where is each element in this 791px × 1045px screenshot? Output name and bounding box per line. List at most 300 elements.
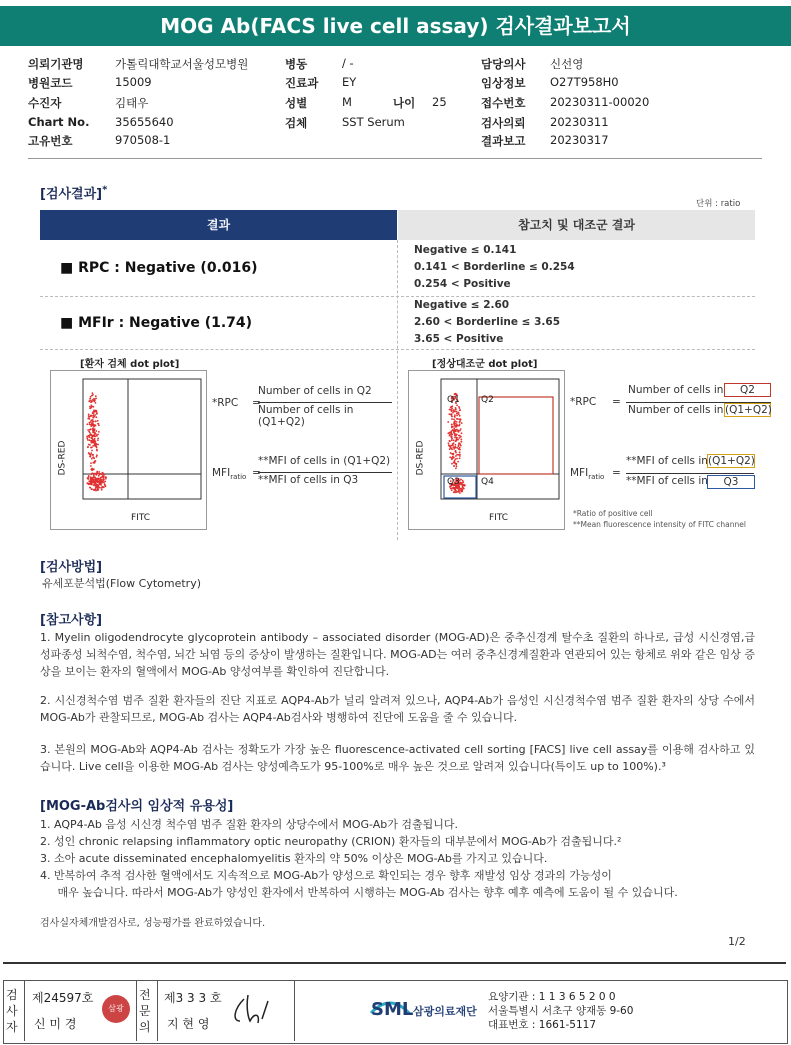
info-value: 15009 bbox=[115, 75, 152, 89]
q1q2-box: (Q1+Q2) bbox=[725, 404, 772, 416]
mfir-ref-line: 3.65 < Positive bbox=[414, 333, 504, 345]
info-value: 가톨릭대학교서울성모병원 bbox=[115, 57, 249, 71]
dot bbox=[462, 480, 464, 482]
dot bbox=[105, 478, 107, 480]
dot bbox=[449, 448, 451, 450]
dot bbox=[92, 432, 94, 434]
dot bbox=[453, 439, 455, 441]
dot bbox=[95, 395, 97, 397]
dot bbox=[91, 488, 93, 490]
dot bbox=[93, 414, 95, 416]
quadrant-q3: Q3 bbox=[447, 477, 460, 487]
dot bbox=[102, 480, 104, 482]
utility-heading: [MOG-Ab검사의 임상적 유용성] bbox=[40, 799, 234, 814]
patient-plot-title: [환자 검체 dot plot] bbox=[80, 359, 180, 370]
dot bbox=[90, 421, 92, 423]
mfi-subscript: ratio bbox=[230, 473, 247, 482]
dot bbox=[456, 447, 458, 449]
dot bbox=[99, 483, 101, 485]
control-dot-plot bbox=[408, 370, 565, 530]
dot bbox=[450, 409, 452, 411]
dot bbox=[90, 434, 92, 436]
dot bbox=[91, 484, 93, 486]
dot bbox=[457, 488, 459, 490]
dot bbox=[93, 468, 95, 470]
mfir-ref-line: Negative ≤ 2.60 bbox=[414, 299, 510, 311]
utility-list bbox=[40, 816, 770, 901]
dot bbox=[458, 435, 460, 437]
dot bbox=[451, 439, 453, 441]
dot bbox=[90, 456, 92, 458]
report-title: MOG Ab(FACS live cell assay) 검사결과보고서 bbox=[0, 6, 791, 46]
info-key: 고유번호 bbox=[28, 134, 73, 148]
reference-para-3: 3. 본원의 MOG-Ab와 AQP4-Ab 검사는 정확도가 가장 높은 fluorescence-activated cell sorting [FACS] live cell assay를 이용해 검사하고 있습니다. Live cell을 이용한 MOG-Ab 검사는 양성예측도가 95-100%로 매우 높은 것으로 알려져 있습니다(특이도 up to 100%).³ bbox=[40, 743, 755, 773]
dot bbox=[92, 481, 94, 483]
info-value: O27T958H0 bbox=[550, 75, 619, 89]
info-key: 의뢰기관명 bbox=[28, 57, 84, 71]
dot bbox=[97, 438, 99, 440]
dot bbox=[457, 431, 459, 433]
dot bbox=[447, 421, 449, 423]
dot bbox=[90, 440, 92, 442]
dot bbox=[86, 436, 88, 438]
patient-xlabel: FITC bbox=[131, 513, 151, 523]
dot bbox=[93, 406, 95, 408]
dot bbox=[459, 492, 461, 494]
divider bbox=[136, 981, 137, 1041]
dot bbox=[92, 419, 94, 421]
reference-para-2: 2. 시신경척수염 범주 질환 환자들의 진단 지표로 AQP4-Ab가 널리 알려져 있으나, AQP4-Ab가 음성인 시신경척수염 범주 질환 환자의 상당 수에서 MOG-Ab가 관찰되므로, MOG-Ab 검사는 AQP4-Ab검사와 병행하여 진단에 도움을 줄 수 있습니다. bbox=[40, 694, 755, 724]
dot bbox=[95, 420, 97, 422]
age-label: 나이 bbox=[393, 96, 416, 110]
control-plot-title: [정상대조군 dot plot] bbox=[432, 359, 538, 370]
patient-rpc-formula bbox=[212, 385, 392, 428]
dot bbox=[90, 452, 92, 454]
mfi-numerator: **MFI of cells in bbox=[626, 455, 708, 467]
dot bbox=[88, 480, 90, 482]
dot bbox=[101, 486, 103, 488]
bottom-divider bbox=[3, 962, 786, 964]
info-key: 진료과 bbox=[285, 76, 319, 90]
patient-mfi-formula bbox=[212, 455, 392, 495]
dot bbox=[454, 411, 456, 413]
dot bbox=[87, 439, 89, 441]
dot bbox=[97, 444, 99, 446]
patient-plot-svg bbox=[51, 371, 206, 529]
fraction-line bbox=[258, 402, 392, 403]
info-key: 결과보고 bbox=[481, 134, 526, 148]
dot bbox=[454, 437, 456, 439]
dot bbox=[456, 411, 458, 413]
dot bbox=[449, 435, 451, 437]
age-value: 25 bbox=[432, 95, 447, 109]
dot bbox=[90, 401, 92, 403]
approver-label: 전문의 bbox=[139, 988, 151, 1034]
reference-heading: [참고사항] bbox=[40, 613, 103, 628]
dot bbox=[448, 442, 450, 444]
dot bbox=[458, 437, 460, 439]
dot bbox=[90, 447, 92, 449]
dot bbox=[456, 466, 458, 468]
dot bbox=[92, 445, 94, 447]
address: 서울특별시 서초구 양재동 9-60 bbox=[488, 1005, 634, 1017]
dot bbox=[457, 425, 459, 427]
dot bbox=[454, 423, 456, 425]
dot bbox=[88, 452, 90, 454]
dot bbox=[458, 413, 460, 415]
dot bbox=[449, 440, 451, 442]
info-value: EY bbox=[342, 75, 357, 89]
info-key: Chart No. bbox=[28, 115, 90, 129]
info-value: 20230311-00020 bbox=[550, 95, 650, 109]
dot bbox=[454, 458, 456, 460]
dot bbox=[87, 446, 89, 448]
dot bbox=[453, 428, 455, 430]
dot bbox=[93, 438, 95, 440]
dot bbox=[453, 462, 455, 464]
rpc-result: ■ RPC : Negative (0.016) bbox=[60, 260, 258, 276]
dot bbox=[92, 435, 94, 437]
dot bbox=[98, 481, 100, 483]
patient-info bbox=[0, 54, 791, 154]
dot bbox=[89, 454, 91, 456]
dot bbox=[99, 487, 101, 489]
dot bbox=[452, 443, 454, 445]
dot bbox=[453, 418, 455, 420]
dot bbox=[93, 489, 95, 491]
dot bbox=[456, 438, 458, 440]
dot bbox=[449, 432, 451, 434]
dot bbox=[94, 440, 96, 442]
dot bbox=[94, 484, 96, 486]
dot bbox=[96, 486, 98, 488]
mfi-label bbox=[212, 467, 246, 481]
dot bbox=[100, 477, 102, 479]
dot bbox=[91, 395, 93, 397]
dot bbox=[451, 489, 453, 491]
signature bbox=[224, 991, 274, 1031]
info-value: 20230317 bbox=[550, 133, 609, 147]
info-key: 검사의뢰 bbox=[481, 116, 526, 130]
dot bbox=[464, 484, 466, 486]
dot bbox=[457, 461, 459, 463]
dot bbox=[451, 457, 453, 459]
dot bbox=[90, 419, 92, 421]
dot bbox=[96, 450, 98, 452]
institution-code: 요양기관 : 1 1 3 6 5 2 0 0 bbox=[488, 991, 616, 1003]
dot bbox=[455, 452, 457, 454]
results-heading-mark: * bbox=[102, 184, 108, 196]
dot bbox=[94, 428, 96, 430]
equals-sign: = bbox=[612, 467, 621, 479]
dot bbox=[462, 486, 464, 488]
dot bbox=[459, 451, 461, 453]
dot bbox=[458, 491, 460, 493]
dot bbox=[91, 423, 93, 425]
dot bbox=[460, 489, 462, 491]
dot bbox=[91, 441, 93, 443]
dot bbox=[93, 398, 95, 400]
dot bbox=[96, 412, 98, 414]
control-xlabel: FITC bbox=[489, 513, 509, 523]
dot bbox=[94, 432, 96, 434]
signature-footer bbox=[3, 980, 788, 1044]
dot bbox=[88, 483, 90, 485]
dot bbox=[96, 447, 98, 449]
dot bbox=[95, 490, 97, 492]
dot bbox=[458, 448, 460, 450]
dot bbox=[90, 425, 92, 427]
dot bbox=[458, 445, 460, 447]
method-text: 유세포분석법(Flow Cytometry) bbox=[42, 577, 202, 590]
info-value: 970508-1 bbox=[115, 133, 171, 147]
dot bbox=[90, 465, 92, 467]
rpc-label: *RPC bbox=[570, 396, 597, 408]
dot bbox=[96, 430, 98, 432]
dot bbox=[91, 437, 93, 439]
dot bbox=[90, 479, 92, 481]
dot bbox=[103, 478, 105, 480]
rpc-ref-line: 0.254 < Positive bbox=[414, 278, 511, 290]
dot bbox=[94, 462, 96, 464]
divider bbox=[24, 981, 25, 1041]
org-name: 삼광의료재단 bbox=[413, 1005, 477, 1018]
control-rpc-formula bbox=[570, 384, 775, 424]
dot bbox=[96, 484, 98, 486]
dot bbox=[456, 421, 458, 423]
results-heading bbox=[40, 183, 107, 202]
dot bbox=[452, 426, 454, 428]
tester-label: 검사자 bbox=[6, 988, 18, 1034]
info-value: 20230311 bbox=[550, 115, 609, 129]
seal-stamp: 삼광 bbox=[102, 995, 130, 1023]
dot bbox=[93, 477, 95, 479]
dot bbox=[461, 491, 463, 493]
dot bbox=[94, 443, 96, 445]
dot bbox=[455, 434, 457, 436]
dev-note: 검사실자체개발검사로, 성능평가를 완료하였습니다. bbox=[40, 918, 266, 929]
info-value: 35655640 bbox=[115, 115, 174, 129]
list-item: 4. 반복하여 추적 검사한 혈액에서도 지속적으로 MOG-Ab가 양성으로 확인되는 경우 향후 재발성 임상 경과의 가능성이 bbox=[40, 869, 612, 882]
dot bbox=[87, 418, 89, 420]
dot bbox=[460, 418, 462, 420]
dot bbox=[91, 415, 93, 417]
dot bbox=[92, 456, 94, 458]
dot bbox=[94, 479, 96, 481]
dot bbox=[101, 489, 103, 491]
dot bbox=[451, 416, 453, 418]
divider bbox=[294, 981, 295, 1041]
dot bbox=[452, 453, 454, 455]
method-heading: [검사방법] bbox=[40, 560, 103, 575]
dot bbox=[455, 430, 457, 432]
info-key: 임상정보 bbox=[481, 76, 526, 90]
dot bbox=[96, 454, 98, 456]
dot bbox=[89, 487, 91, 489]
dot bbox=[458, 412, 460, 414]
dot bbox=[459, 455, 461, 457]
info-key: 병원코드 bbox=[28, 76, 73, 90]
dot bbox=[460, 441, 462, 443]
list-item: 1. AQP4-Ab 음성 시신경 척수염 범주 질환 환자의 상당수에서 MOG-Ab가 검출됩니다. bbox=[40, 818, 458, 831]
dot bbox=[455, 440, 457, 442]
quadrant-q4: Q4 bbox=[481, 477, 494, 487]
dot bbox=[459, 410, 461, 412]
rpc-numerator: Number of cells in Q2 bbox=[258, 385, 372, 397]
dot bbox=[95, 416, 97, 418]
footnote-ratio: *Ratio of positive cell bbox=[573, 509, 653, 518]
dot bbox=[90, 476, 92, 478]
dot bbox=[451, 424, 453, 426]
dot bbox=[94, 414, 96, 416]
dot bbox=[98, 475, 100, 477]
dot bbox=[96, 456, 98, 458]
dot bbox=[87, 429, 89, 431]
patient-ylabel: DS-RED bbox=[57, 440, 68, 476]
q3-box: Q3 bbox=[707, 475, 755, 489]
dot bbox=[101, 473, 103, 475]
divider bbox=[157, 981, 158, 1041]
column-divider bbox=[397, 240, 398, 540]
dot bbox=[453, 448, 455, 450]
dot bbox=[102, 477, 104, 479]
dot bbox=[460, 428, 462, 430]
results-heading-text: [검사결과] bbox=[40, 187, 103, 202]
dot bbox=[455, 444, 457, 446]
dot bbox=[95, 402, 97, 404]
fraction-line bbox=[258, 472, 392, 473]
dot bbox=[90, 407, 92, 409]
dot bbox=[459, 415, 461, 417]
dot bbox=[455, 450, 457, 452]
dot bbox=[451, 418, 453, 420]
unit-label: 단위 : ratio bbox=[696, 199, 741, 209]
dot bbox=[92, 427, 94, 429]
q1q2-box: (Q1+Q2) bbox=[708, 455, 755, 467]
dot bbox=[461, 432, 463, 434]
dot bbox=[456, 454, 458, 456]
dot bbox=[92, 392, 94, 394]
dot bbox=[454, 409, 456, 411]
dot bbox=[456, 418, 458, 420]
info-value: 김태우 bbox=[115, 96, 149, 110]
dot bbox=[95, 474, 97, 476]
dot bbox=[89, 429, 91, 431]
q2-box: Q2 bbox=[724, 383, 771, 397]
dot bbox=[91, 458, 93, 460]
reference-col-header: 참고치 및 대조군 결과 bbox=[398, 210, 755, 240]
dot bbox=[448, 444, 450, 446]
fraction-line bbox=[626, 473, 754, 474]
equals-sign: = bbox=[252, 397, 261, 409]
reference-para-1: 1. Myelin oligodendrocyte glycoprotein antibody – associated disorder (MOG-AD)은 중추신경계 탈수초 질환의 하나로, 급성 시신경염,급성파종성 뇌척수염, 척수염, 뇌간 뇌염 등의 증상이 발생하는 질환입니다. MOG-AD는 여러 중추신경계질환과 연관되어 있는 항체로 위와 같은 임상 증상을 보이는 환자의 혈액에서 MOG-Ab 양성여부를 확인하여 진단합니다. bbox=[40, 631, 756, 678]
dot bbox=[454, 460, 456, 462]
dot bbox=[452, 409, 454, 411]
dot bbox=[449, 456, 451, 458]
info-value: SST Serum bbox=[342, 115, 405, 129]
dot bbox=[451, 447, 453, 449]
dot bbox=[98, 431, 100, 433]
dot bbox=[451, 436, 453, 438]
dot bbox=[455, 463, 457, 465]
dot bbox=[455, 468, 457, 470]
mfi-label-text: MFI bbox=[212, 467, 231, 479]
list-item: 3. 소아 acute disseminated encephalomyelitis 환자의 약 50% 이상은 MOG-Ab를 가지고 있습니다. bbox=[40, 852, 548, 865]
dot bbox=[451, 463, 453, 465]
dot bbox=[460, 439, 462, 441]
dot bbox=[453, 431, 455, 433]
dot bbox=[90, 396, 92, 398]
dot bbox=[88, 439, 90, 441]
dot bbox=[460, 479, 462, 481]
mfi-label-text: MFI bbox=[570, 467, 589, 479]
mfi-numerator: **MFI of cells in (Q1+Q2) bbox=[258, 455, 391, 467]
dot bbox=[458, 406, 460, 408]
dot bbox=[98, 484, 100, 486]
dot bbox=[88, 476, 90, 478]
footnote-mfi: **Mean fluorescence intensity of FITC channel bbox=[573, 520, 746, 529]
dot bbox=[451, 433, 453, 435]
equals-sign: = bbox=[612, 396, 621, 408]
control-mfi-formula bbox=[570, 455, 775, 495]
rpc-reference bbox=[414, 242, 575, 293]
logo-text: SML bbox=[371, 999, 414, 1020]
dot bbox=[93, 473, 95, 475]
dot bbox=[103, 474, 105, 476]
dot bbox=[94, 416, 96, 418]
dot bbox=[459, 454, 461, 456]
approver-name: 지 현 영 bbox=[167, 1017, 210, 1031]
mfir-ref-line: 2.60 < Borderline ≤ 3.65 bbox=[414, 316, 561, 328]
info-key: 수진자 bbox=[28, 96, 62, 110]
dot bbox=[454, 420, 456, 422]
dot bbox=[92, 421, 94, 423]
quadrant-q2: Q2 bbox=[481, 395, 494, 405]
result-col-header: 결과 bbox=[40, 210, 397, 240]
dot bbox=[450, 452, 452, 454]
dot bbox=[104, 476, 106, 478]
mfir-result: ■ MFIr : Negative (1.74) bbox=[60, 315, 253, 331]
dot bbox=[450, 407, 452, 409]
dot bbox=[102, 472, 104, 474]
rpc-label: *RPC bbox=[212, 397, 239, 409]
dot bbox=[91, 450, 93, 452]
dot bbox=[97, 434, 99, 436]
control-ylabel: DS-RED bbox=[415, 440, 426, 476]
mfi-denominator: **MFI of cells in Q3 bbox=[258, 474, 359, 486]
dot bbox=[91, 469, 93, 471]
dot bbox=[456, 429, 458, 431]
dot bbox=[460, 436, 462, 438]
rpc-ref-line: 0.141 < Borderline ≤ 0.254 bbox=[414, 261, 575, 273]
patient-dot-plot bbox=[50, 370, 207, 530]
rpc-numerator: Number of cells in bbox=[628, 384, 724, 396]
mfi-label bbox=[570, 467, 604, 481]
dot bbox=[456, 415, 458, 417]
dot bbox=[453, 491, 455, 493]
dot bbox=[99, 474, 101, 476]
dot bbox=[93, 426, 95, 428]
info-value: M bbox=[342, 95, 352, 109]
dot bbox=[96, 471, 98, 473]
info-value: 신선영 bbox=[550, 57, 584, 71]
dot bbox=[97, 439, 99, 441]
dot bbox=[456, 458, 458, 460]
dot bbox=[456, 413, 458, 415]
rpc-denominator: Number of cells in (Q1+Q2) bbox=[258, 404, 354, 428]
dot bbox=[89, 398, 91, 400]
dot bbox=[97, 420, 99, 422]
